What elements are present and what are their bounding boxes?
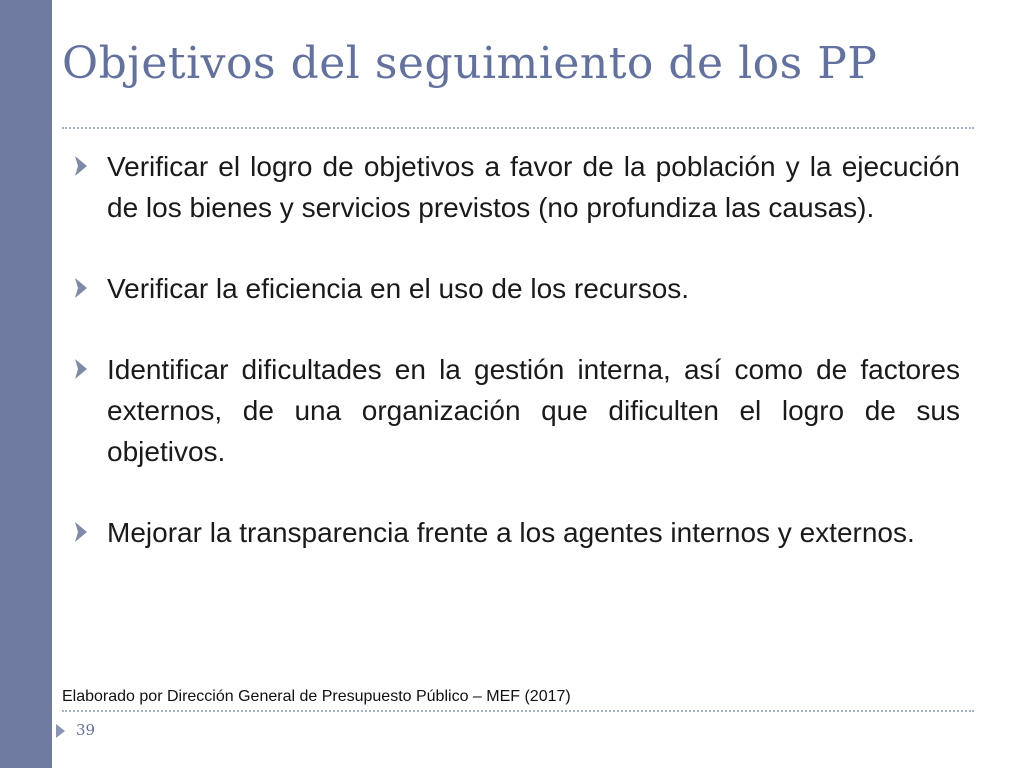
arrow-right-icon [74,277,88,299]
arrow-right-icon [74,358,88,380]
slide-title: Objetivos del seguimiento de los PP [62,38,878,89]
bullet-text: Verificar el logro de objetivos a favor de la población y la ejecución de los bienes y servicios previstos (no profundiza las causas). [107,151,960,223]
bullet-text: Mejorar la transparencia frente a los agentes internos y externos. [107,517,915,548]
side-bar [0,0,52,768]
bullet-text: Verificar la eficiencia en el uso de los recursos. [107,273,690,304]
footer-divider [62,710,974,712]
bullet-item [74,349,960,472]
bullet-item [74,268,960,309]
page-number: 39 [76,721,96,739]
title-divider [62,127,974,129]
bullet-text: Identificar dificultades en la gestión interna, así como de factores externos, de una organización que dificulten el logro de sus objetivos. [107,354,960,467]
arrow-right-icon [74,521,88,543]
bullet-list [74,146,960,593]
bullet-item [74,512,960,553]
triangle-right-icon [56,724,65,738]
source-note: Elaborado por Dirección General de Presupuesto Público – MEF (2017) [62,688,571,705]
arrow-right-icon [74,155,88,177]
bullet-item [74,146,960,228]
